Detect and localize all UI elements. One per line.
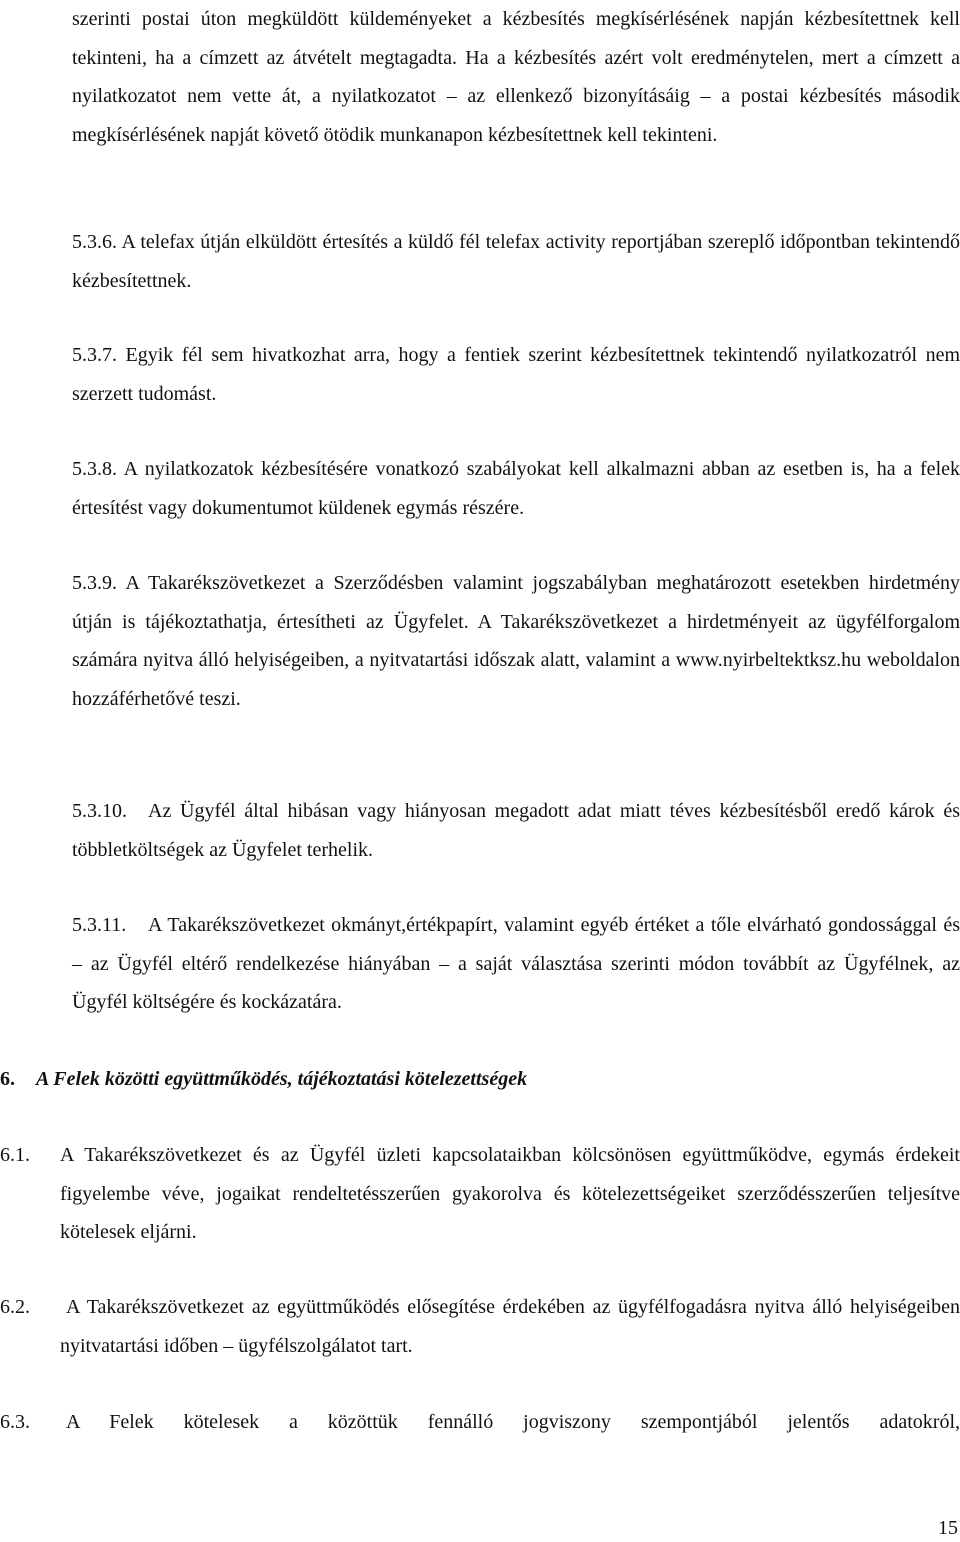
- paragraph-number: 6.1.: [0, 1144, 30, 1166]
- paragraph-5-3-7: [72, 336, 960, 413]
- page-number: 15: [938, 1517, 958, 1539]
- section-title: A Felek közötti együttműködés, tájékoztatási kötelezettségek: [36, 1068, 528, 1090]
- intro-paragraph: szerinti postai úton megküldött küldeményeket a kézbesítés megkísérlésének napján kézbesítettnek kell tekinteni, ha a címzett az átvételt megtagadta. Ha a kézbesítés azért volt eredménytelen, mert a címzett a nyilatkozatot nem vette át, a nyilatkozatot – az ellenkező bizonyításáig – a postai kézbesítés második megkísérlésének napját követő ötödik munkanapon kézbesítettnek kell tekinteni.: [72, 8, 960, 146]
- paragraph-number: 6.3.: [0, 1411, 30, 1433]
- paragraph-5-3-6: [72, 223, 960, 300]
- paragraph-text: A Takarékszövetkezet és az Ügyfél üzleti kapcsolataikban kölcsönösen együttműködve, egymás érdekeit figyelembe véve, jogaikat rendeltetésszerűen gyakorolva és kötelezettségeiket szerződésszerűen teljesítve kötelesek eljárni.: [60, 1144, 960, 1243]
- paragraph-number: 5.3.7.: [72, 344, 117, 366]
- section-number: 6.: [0, 1068, 15, 1090]
- paragraph-number: 5.3.8.: [72, 458, 117, 480]
- paragraph-number: 6.2.: [0, 1296, 30, 1318]
- paragraph-number: 5.3.9.: [72, 572, 117, 594]
- paragraph-text: A Felek kötelesek a közöttük fennálló jogviszony szempontjából jelentős adatokról,: [66, 1411, 960, 1433]
- paragraph-5-3-8: [72, 450, 960, 527]
- paragraph-text: A telefax útján elküldött értesítés a küldő fél telefax activity reportjában szereplő időpontban tekintendő kézbesítettnek.: [72, 231, 960, 292]
- paragraph-text: Egyik fél sem hivatkozhat arra, hogy a fentiek szerint kézbesítettnek tekintendő nyilatkozatról nem szerzett tudomást.: [72, 344, 960, 405]
- paragraph-number: 5.3.11.: [72, 914, 127, 936]
- paragraph-text: A Takarékszövetkezet a Szerződésben valamint jogszabályban meghatározott esetekben hirdetmény útján is tájékoztathatja, értesítheti az Ügyfelet. A Takarékszövetkezet a hirdetményeit az ügyfélforgalom számára nyitva álló helyiségeiben, a nyitvatartási időszak alatt, valamint a www.nyirbeltektksz.hu weboldalon hozzáférhetővé teszi.: [72, 572, 960, 710]
- paragraph-text: A nyilatkozatok kézbesítésére vonatkozó szabályokat kell alkalmazni abban az esetben is, ha a felek értesítést vagy dokumentumot küldenek egymás részére.: [72, 458, 960, 519]
- paragraph-5-3-9: [72, 564, 960, 718]
- paragraph-text: A Takarékszövetkezet okmányt,értékpapírt, valamint egyéb értéket a tőle elvárható gondossággal és – az Ügyfél eltérő rendelkezése hiányában – a saját választása szerinti módon továbbít az Ügyfélnek, az Ügyfél költségére és kockázatára.: [72, 914, 960, 1013]
- paragraph-text: Az Ügyfél által hibásan vagy hiányosan megadott adat miatt téves kézbesítésből eredő károk és többletköltségek az Ügyfelet terhelik.: [72, 800, 960, 861]
- paragraph-number: 5.3.6.: [72, 231, 117, 253]
- paragraph-number: 5.3.10.: [72, 800, 127, 822]
- paragraph-text: A Takarékszövetkezet az együttműködés elősegítése érdekében az ügyfélfogadásra nyitva álló helyiségeiben nyitvatartási időben – ügyfélszolgálatot tart.: [60, 1296, 960, 1357]
